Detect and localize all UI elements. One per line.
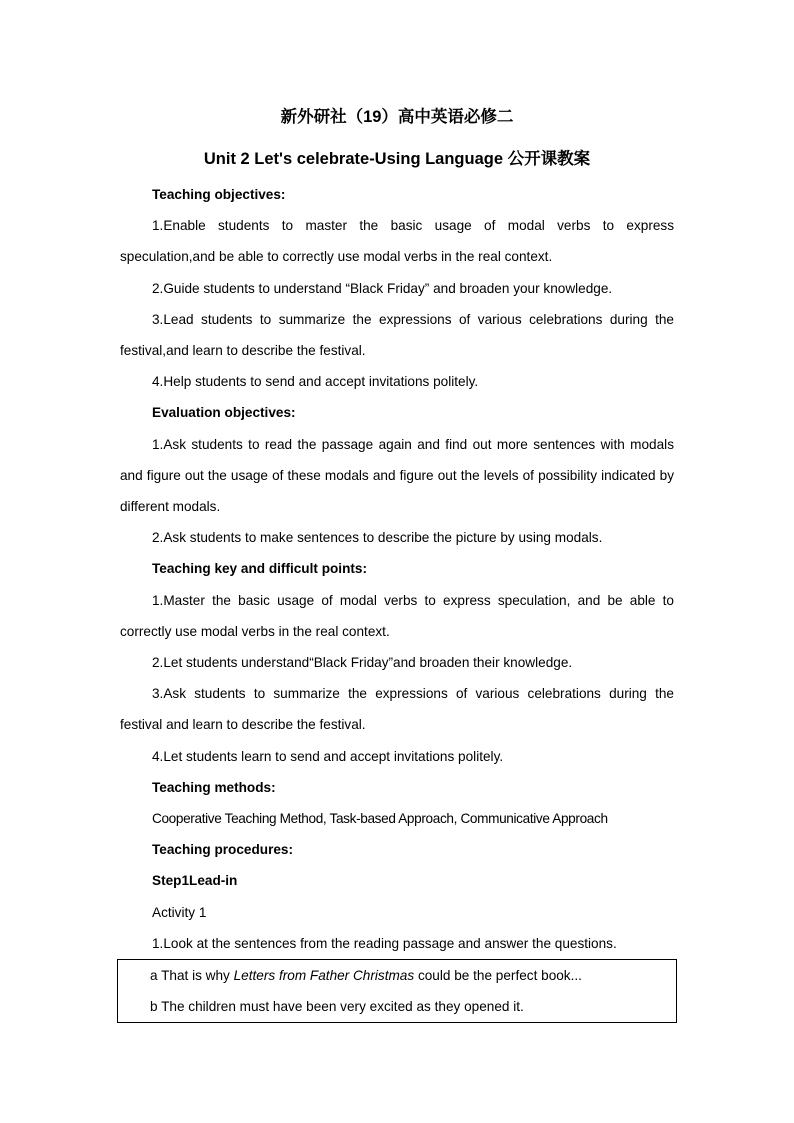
key-point-item: 3.Ask students to summarize the expressions of various celebrations during the festival and learn to describe the festival. xyxy=(120,686,674,733)
teaching-objective-item: 4.Help students to send and accept invitations politely. xyxy=(152,374,479,390)
teaching-objective-item: 2.Guide students to understand “Black Friday” and broaden your knowledge. xyxy=(152,280,613,296)
evaluation-objective-item: 1.Ask students to read the passage again and find out more sentences with modals and figure out the usage of these modals and figure out the levels of possibility indicated by different modals. xyxy=(120,436,674,515)
section-heading-teaching-methods: Teaching methods: xyxy=(152,779,276,795)
section-heading-evaluation-objectives: Evaluation objectives: xyxy=(152,405,296,421)
section-heading-teaching-procedures: Teaching procedures: xyxy=(152,842,294,858)
teaching-methods-text: Cooperative Teaching Method, Task-based Approach, Communicative Approach xyxy=(152,811,608,827)
example-sentences-box xyxy=(117,959,677,1023)
book-title: Letters from Father Christmas xyxy=(233,968,415,983)
teaching-objective-item: 3.Lead students to summarize the expressions of various celebrations during the festival,and learn to describe the festival. xyxy=(120,311,674,359)
example-sentence-a xyxy=(118,960,676,991)
activity-instruction: 1.Look at the sentences from the reading passage and answer the questions. xyxy=(152,935,617,951)
document-body xyxy=(120,179,674,959)
document-title-chinese: 新外研社（19）高中英语必修二 xyxy=(280,108,514,126)
section-heading-teaching-objectives: Teaching objectives: xyxy=(152,187,286,202)
document-title-english: Unit 2 Let's celebrate-Using Language 公开课教案 xyxy=(203,150,591,168)
sentence-a-suffix: could be the perfect book... xyxy=(414,968,582,983)
activity-label: Activity 1 xyxy=(152,904,207,920)
section-heading-key-points: Teaching key and difficult points: xyxy=(152,561,367,577)
example-sentence-b: b The children must have been very excited as they opened it. xyxy=(150,999,524,1014)
key-point-item: 2.Let students understand“Black Friday”and broaden their knowledge. xyxy=(152,655,573,671)
step-heading: Step1Lead-in xyxy=(152,873,238,889)
sentence-a-prefix: a That is why xyxy=(150,968,234,983)
evaluation-objective-item: 2.Ask students to make sentences to describe the picture by using modals. xyxy=(152,530,603,546)
key-point-item: 4.Let students learn to send and accept invitations politely. xyxy=(152,748,504,764)
teaching-objective-item: 1.Enable students to master the basic usage of modal verbs to express speculation,and be able to correctly use modal verbs in the real context. xyxy=(120,218,674,265)
key-point-item: 1.Master the basic usage of modal verbs to express speculation, and be able to correctly use modal verbs in the real context. xyxy=(120,592,674,639)
